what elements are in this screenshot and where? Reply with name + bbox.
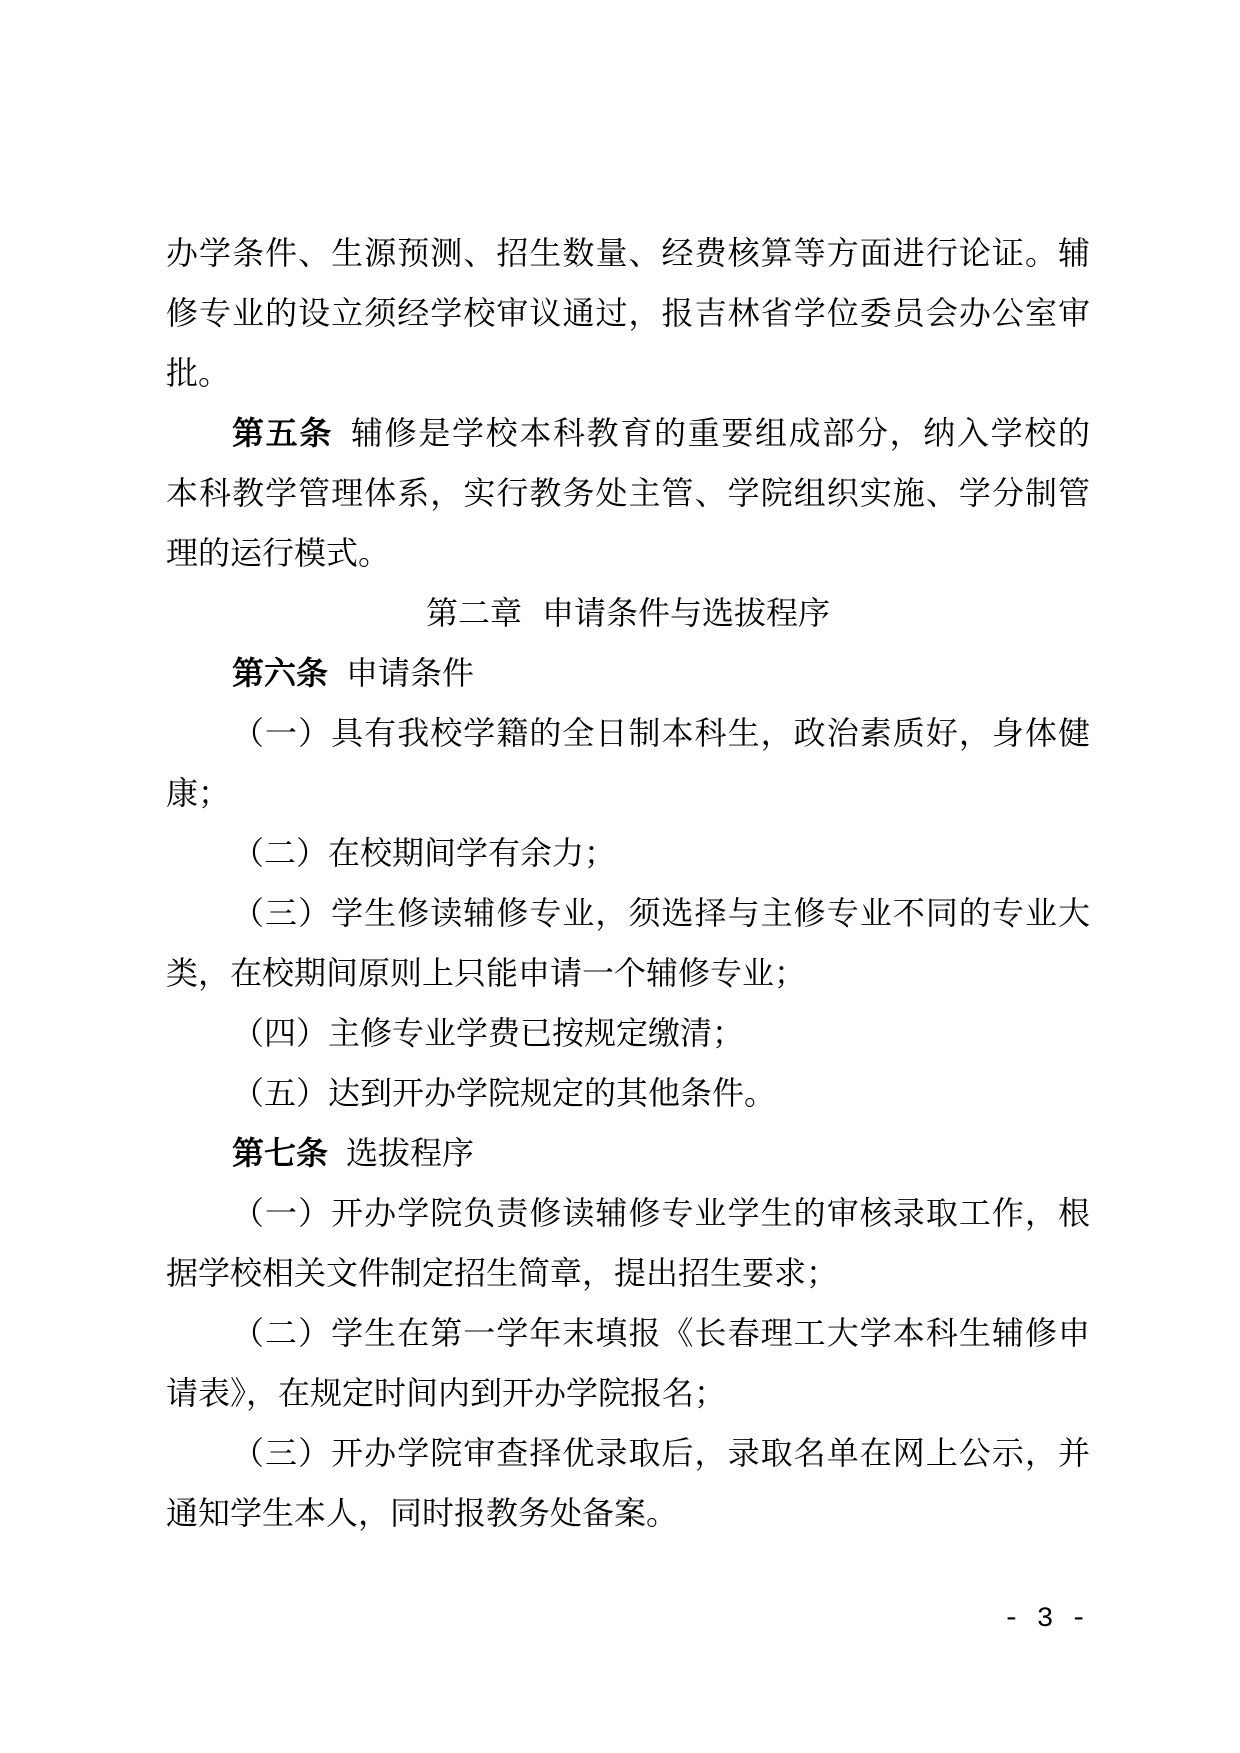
- list-item-line: （一）开办学院负责修读辅修专业学生的审核录取工作，根: [232, 1194, 1090, 1232]
- list-item-line: （三）学生修读辅修专业，须选择与主修专业不同的专业大: [232, 894, 1090, 932]
- list-item-line: （五）达到开办学院规定的其他条件。: [232, 1074, 777, 1112]
- list-item-line: 类，在校期间原则上只能申请一个辅修专业；: [166, 954, 807, 992]
- list-item-line: （二）学生在第一学年末填报《长春理工大学本科生辅修申: [232, 1314, 1090, 1352]
- article-6-label: 第六条: [232, 654, 329, 692]
- document-body: [166, 223, 1090, 1543]
- page-number: - 3 -: [1002, 1604, 1087, 1635]
- article-5-first-line: [166, 403, 1090, 463]
- paragraph-line: 办学条件、生源预测、招生数量、经费核算等方面进行论证。辅: [166, 234, 1090, 272]
- paragraph-line: 修专业的设立须经学校审议通过，报吉林省学位委员会办公室审: [166, 294, 1090, 332]
- article-6-title: 申请条件: [346, 654, 475, 692]
- list-item-line: （二）在校期间学有余力；: [232, 834, 617, 872]
- article-5-text: 辅修是学校本科教育的重要组成部分，纳入学校的: [351, 414, 1090, 452]
- chapter-heading: [166, 583, 1090, 643]
- list-item-line: （四）主修专业学费已按规定缴清；: [232, 1014, 745, 1052]
- article-7-label: 第七条: [232, 1134, 329, 1172]
- list-item-line: （三）开办学院审查择优录取后，录取名单在网上公示，并: [232, 1434, 1090, 1472]
- list-item-line: （一）具有我校学籍的全日制本科生，政治素质好，身体健: [232, 714, 1090, 752]
- article-5-line: 理的运行模式。: [166, 534, 391, 572]
- chapter-number: 第二章: [425, 594, 522, 632]
- list-item-line: 请表》，在规定时间内到开办学院报名；: [166, 1374, 727, 1412]
- article-6-heading: [166, 643, 1090, 703]
- paragraph-line: 批。: [166, 354, 231, 392]
- article-7-heading: [166, 1123, 1090, 1183]
- list-item-line: 据学校相关文件制定招生简章，提出招生要求；: [166, 1254, 839, 1292]
- article-5-label: 第五条: [232, 414, 333, 452]
- list-item-line: 通知学生本人，同时报教务处备案。: [166, 1494, 679, 1532]
- chapter-title: 申请条件与选拔程序: [542, 594, 831, 632]
- article-5-line: 本科教学管理体系，实行教务处主管、学院组织实施、学分制管: [166, 474, 1090, 512]
- article-7-title: 选拔程序: [346, 1134, 475, 1172]
- list-item-line: 康；: [166, 774, 231, 812]
